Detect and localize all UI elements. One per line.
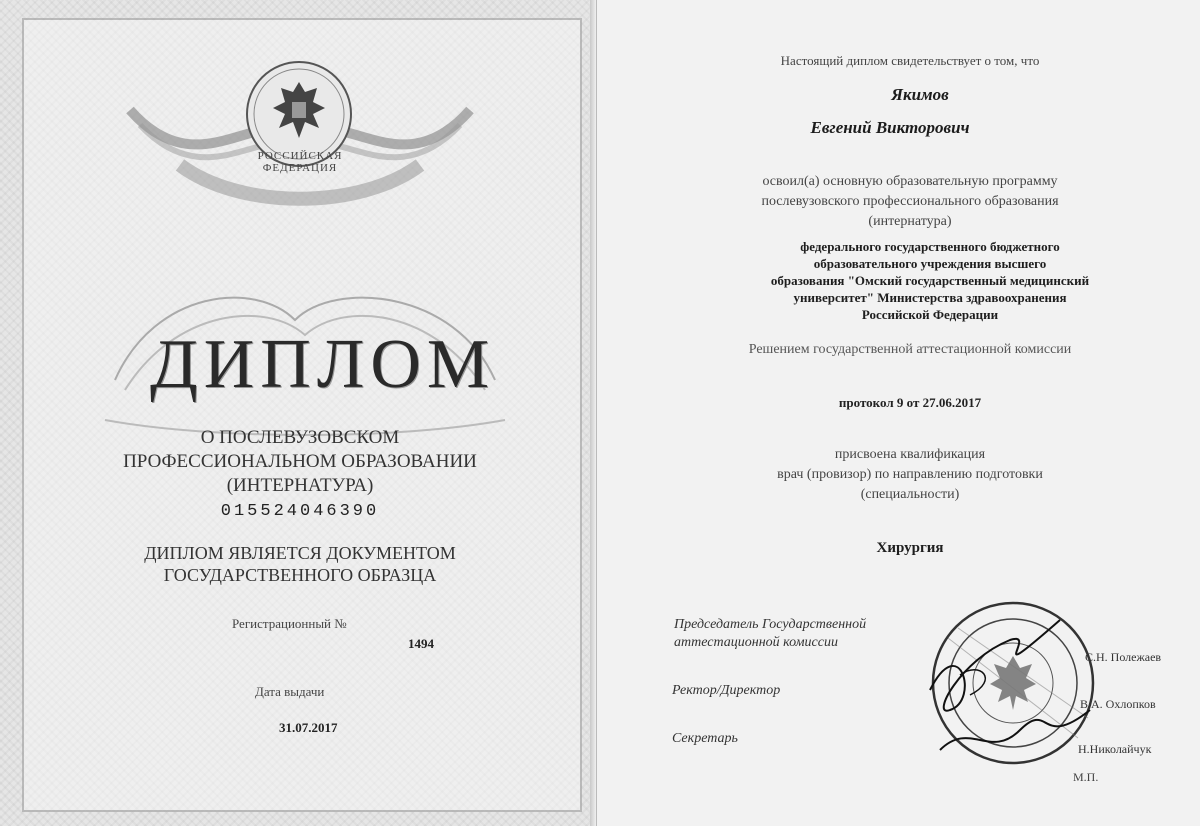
secretary-label: Секретарь xyxy=(672,731,738,746)
chair-name: С.Н. Полежаев xyxy=(1085,650,1162,664)
program-line: (интернатура) xyxy=(868,214,952,229)
protocol-info: протокол 9 от 27.06.2017 xyxy=(838,395,982,410)
program-description xyxy=(690,172,1130,232)
rector-name: В.А. Охлопков xyxy=(1080,697,1156,711)
issue-date-label: Дата выдачи xyxy=(255,684,325,699)
diploma-cover-page xyxy=(0,0,596,826)
subtitle-line: О ПОСЛЕВУЗОВСКОМ xyxy=(200,427,400,448)
institution-line: Российской Федерации xyxy=(861,307,999,322)
rector-label: Ректор/Директор xyxy=(672,683,781,698)
registration-number: 1494 xyxy=(408,636,434,651)
intro-text: Настоящий диплом свидетельствует о том, что xyxy=(780,53,1040,68)
qualification-line: (специальности) xyxy=(860,487,960,502)
qualification-line: присвоена квалификация xyxy=(834,447,986,462)
chair-label xyxy=(674,616,934,652)
specialty: Хирургия xyxy=(876,540,944,556)
program-line: послевузовского профессионального образования xyxy=(761,194,1059,209)
stamp-place-mark: М.П. xyxy=(1073,770,1099,784)
document-title: ДИПЛОМ xyxy=(150,326,496,403)
document-subtitle xyxy=(100,426,500,498)
state-doc-line: ГОСУДАРСТВЕННОГО ОБРАЗЦА xyxy=(163,565,437,585)
serial-number: 015524046390 xyxy=(220,502,380,521)
graduate-given-names: Евгений Викторович xyxy=(810,118,970,137)
state-doc-line: ДИПЛОМ ЯВЛЯЕТСЯ ДОКУМЕНТОМ xyxy=(144,543,456,563)
registration-label: Регистрационный № xyxy=(232,616,347,631)
chair-label-line: Председатель Государственной xyxy=(674,617,867,632)
subtitle-line: (ИНТЕРНАТУРА) xyxy=(226,475,374,496)
qualification-text xyxy=(690,445,1130,505)
chair-label-line: аттестационной комиссии xyxy=(674,635,838,650)
institution-name xyxy=(700,238,1160,323)
signature-scribbles xyxy=(920,600,1100,770)
institution-line: образования "Омский государственный медицинский xyxy=(770,273,1090,288)
state-document-note xyxy=(120,542,480,586)
institution-line: университет" Министерства здравоохранения xyxy=(793,290,1067,305)
institution-line: образовательного учреждения высшего xyxy=(813,256,1047,271)
qualification-line: врач (провизор) по направлению подготовки xyxy=(777,467,1043,482)
commission-decision: Решением государственной аттестационной комиссии xyxy=(748,342,1072,357)
issue-date: 31.07.2017 xyxy=(279,720,338,735)
graduate-surname: Якимов xyxy=(891,85,949,104)
program-line: освоил(а) основную образовательную программу xyxy=(762,174,1058,189)
institution-line: федерального государственного бюджетного xyxy=(800,239,1060,254)
secretary-name: Н.Николайчук xyxy=(1078,742,1152,756)
ribbon-text: РОССИЙСКАЯ ФЕДЕРАЦИЯ xyxy=(257,150,343,174)
subtitle-line: ПРОФЕССИОНАЛЬНОМ ОБРАЗОВАНИИ xyxy=(123,451,477,472)
